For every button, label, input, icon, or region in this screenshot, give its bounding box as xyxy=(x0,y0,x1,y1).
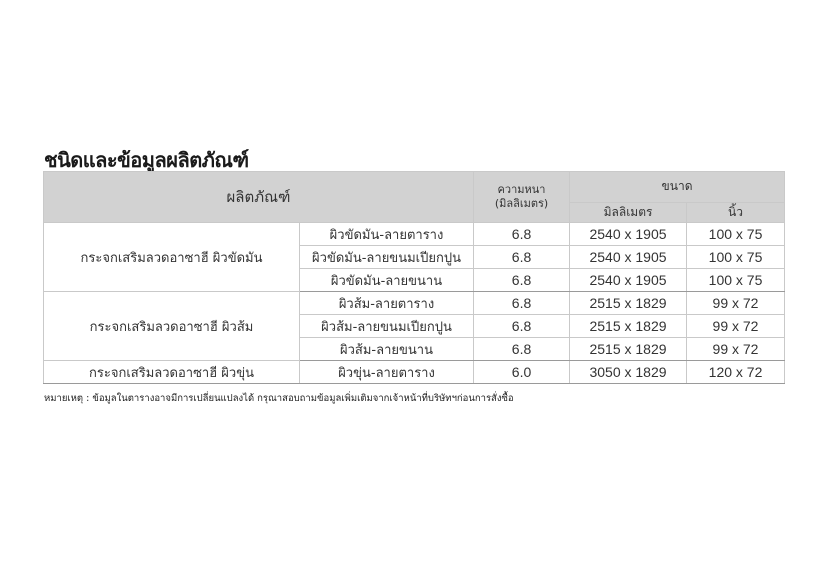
size-inch-cell: 99 x 72 xyxy=(687,315,785,338)
table-row xyxy=(44,223,785,246)
size-inch-cell: 100 x 75 xyxy=(687,269,785,292)
variant-cell: ผิวส้ม-ลายขนมเปียกปูน xyxy=(300,315,474,338)
header-inch: นิ้ว xyxy=(687,202,785,222)
table-row xyxy=(44,361,785,384)
header-thickness xyxy=(474,172,570,223)
variant-cell: ผิวส้ม-ลายขนาน xyxy=(300,338,474,361)
size-inch-cell: 99 x 72 xyxy=(687,338,785,361)
variant-cell: ผิวขัดมัน-ลายตาราง xyxy=(300,223,474,246)
thickness-cell: 6.8 xyxy=(474,269,570,292)
size-inch-cell: 120 x 72 xyxy=(687,361,785,384)
page-title: ชนิดและข้อมูลผลิตภัณฑ์ xyxy=(44,148,249,172)
thickness-cell: 6.8 xyxy=(474,223,570,246)
thickness-cell: 6.8 xyxy=(474,292,570,315)
variant-cell: ผิวขัดมัน-ลายขนาน xyxy=(300,269,474,292)
size-inch-cell: 99 x 72 xyxy=(687,292,785,315)
product-spec-table xyxy=(43,171,785,384)
product-group-name: กระจกเสริมลวดอาซาฮี ผิวขัดมัน xyxy=(44,223,300,292)
variant-cell: ผิวขุ่น-ลายตาราง xyxy=(300,361,474,384)
size-mm-cell: 2540 x 1905 xyxy=(570,223,687,246)
product-group-name: กระจกเสริมลวดอาซาฮี ผิวส้ม xyxy=(44,292,300,361)
size-mm-cell: 2540 x 1905 xyxy=(570,246,687,269)
header-product: ผลิตภัณฑ์ xyxy=(44,172,474,223)
size-mm-cell: 3050 x 1829 xyxy=(570,361,687,384)
product-group-name: กระจกเสริมลวดอาซาฮี ผิวขุ่น xyxy=(44,361,300,384)
header-thickness-unit: (มิลลิเมตร) xyxy=(494,197,549,210)
size-mm-cell: 2515 x 1829 xyxy=(570,292,687,315)
footnote: หมายเหตุ : ข้อมูลในตารางอาจมีการเปลี่ยนแปลงได้ กรุณาสอบถามข้อมูลเพิ่มเติมจากเจ้าหน้าที่บริษัทฯก่อนการสั่งซื้อ xyxy=(44,393,514,404)
thickness-cell: 6.8 xyxy=(474,315,570,338)
size-mm-cell: 2515 x 1829 xyxy=(570,338,687,361)
thickness-cell: 6.0 xyxy=(474,361,570,384)
size-mm-cell: 2540 x 1905 xyxy=(570,269,687,292)
size-inch-cell: 100 x 75 xyxy=(687,246,785,269)
header-size: ขนาด xyxy=(570,172,785,203)
header-thickness-label: ความหนา xyxy=(497,183,546,196)
table-row xyxy=(44,292,785,315)
header-mm: มิลลิเมตร xyxy=(570,202,687,222)
size-mm-cell: 2515 x 1829 xyxy=(570,315,687,338)
thickness-cell: 6.8 xyxy=(474,338,570,361)
variant-cell: ผิวส้ม-ลายตาราง xyxy=(300,292,474,315)
size-inch-cell: 100 x 75 xyxy=(687,223,785,246)
variant-cell: ผิวขัดมัน-ลายขนมเปียกปูน xyxy=(300,246,474,269)
thickness-cell: 6.8 xyxy=(474,246,570,269)
